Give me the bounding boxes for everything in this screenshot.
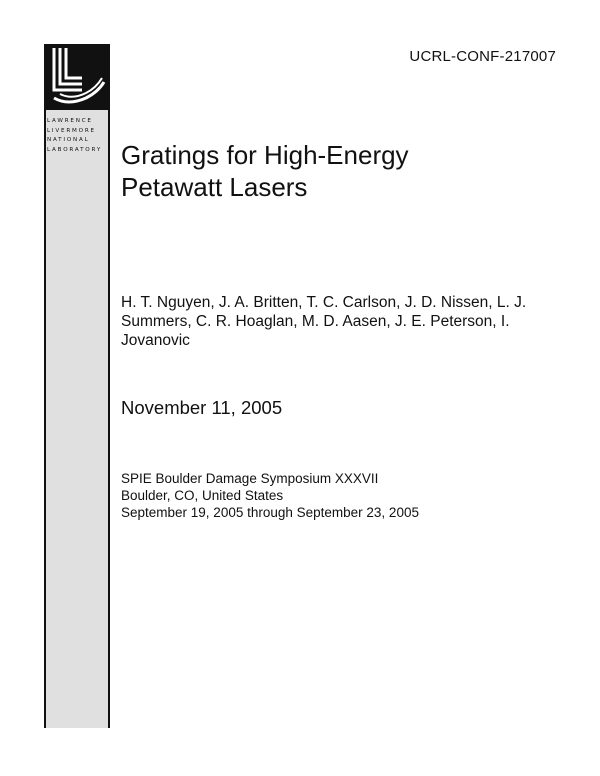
conference-info	[121, 470, 541, 521]
report-number: UCRL-CONF-217007	[409, 48, 556, 65]
side-rule-right	[108, 44, 110, 728]
title-line: Gratings for High-Energy	[121, 140, 409, 170]
side-rule-left	[44, 44, 46, 728]
document-title	[121, 139, 561, 203]
lab-name-line: NATIONAL	[47, 137, 90, 143]
lab-name-line: LABORATORY	[47, 146, 103, 153]
llnl-logo-icon	[46, 44, 108, 110]
lab-name	[47, 117, 107, 155]
lab-name-line: LIVERMORE	[47, 127, 96, 134]
author-list: H. T. Nguyen, J. A. Britten, T. C. Carlson, J. D. Nissen, L. J. Summers, C. R. Hoaglan, M. D. Aasen, J. E. Peterson, I. Jovanovic	[121, 294, 527, 349]
llnl-logo-graphic	[46, 44, 108, 110]
conference-dates: September 19, 2005 through September 23, 2005	[121, 505, 419, 520]
publication-date: November 11, 2005	[121, 397, 283, 418]
lab-name-line: LAWRENCE	[47, 118, 93, 124]
conference-name: SPIE Boulder Damage Symposium XXXVII	[121, 471, 379, 486]
title-line: Petawatt Lasers	[121, 172, 308, 202]
conference-location: Boulder, CO, United States	[121, 488, 284, 503]
